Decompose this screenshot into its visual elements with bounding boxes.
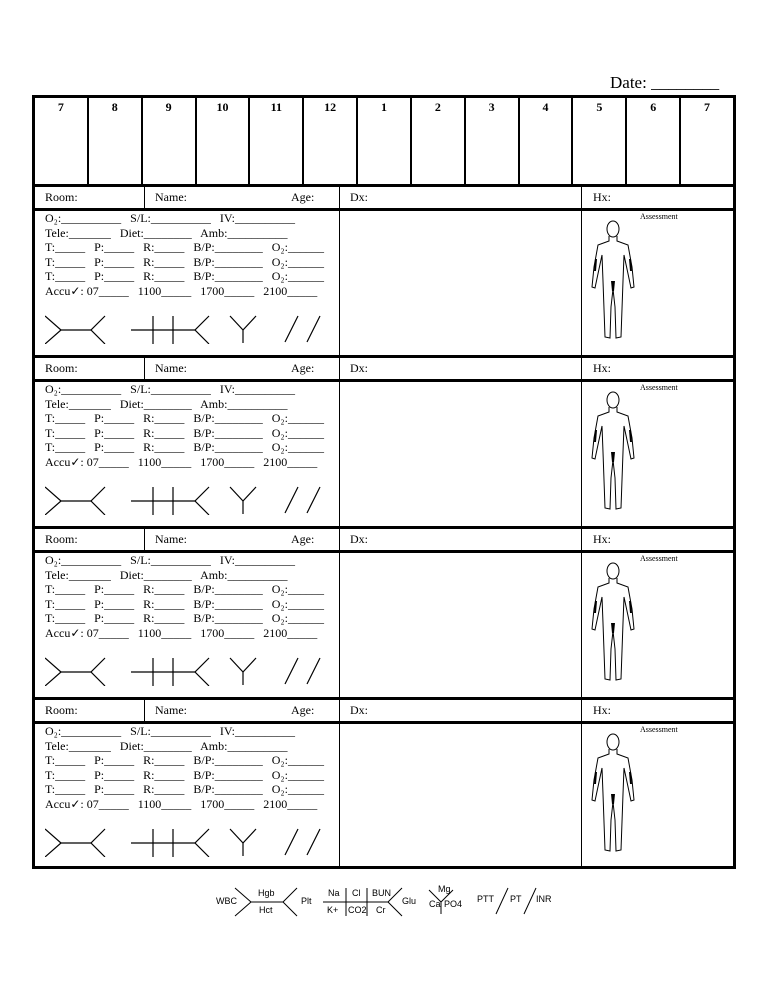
lab-legend (216, 884, 556, 918)
hct-label: Hct (259, 905, 273, 915)
po4-label: PO4 (444, 899, 463, 909)
accu-check-line[interactable]: Accu✓: 07_____ 1100_____ 1700_____ 2100_____ (45, 796, 318, 811)
dx-field[interactable]: Dx: (350, 532, 368, 546)
mg-label: Mg (438, 884, 451, 894)
vitals-line[interactable]: T:_____ P:_____ R:_____ B/P:________ O₂:______ (45, 611, 324, 625)
tele-diet-amb-line[interactable]: Tele:_______ Diet:________ Amb:__________ (45, 225, 288, 240)
glu-label: Glu (402, 896, 417, 906)
divider (339, 358, 340, 379)
divider (581, 211, 582, 355)
divider (581, 382, 582, 526)
vitals-line[interactable]: T:_____ P:_____ R:_____ B/P:________ O₂:______ (45, 411, 324, 425)
room-field[interactable]: Room: (45, 703, 78, 717)
vitals-line[interactable]: T:_____ P:_____ R:_____ B/P:________ O₂:______ (45, 782, 324, 796)
hx-field[interactable]: Hx: (593, 703, 611, 717)
vitals-line[interactable]: T:_____ P:_____ R:_____ B/P:________ O₂:______ (45, 425, 324, 440)
body-figure-icon[interactable] (588, 732, 638, 856)
patient-header (35, 529, 733, 553)
room-field[interactable]: Room: (45, 361, 78, 375)
divider (581, 700, 582, 721)
bun-label: BUN (372, 888, 392, 898)
divider (339, 529, 340, 550)
vitals-line[interactable]: T:_____ P:_____ R:_____ B/P:________ O₂:______ (45, 240, 324, 254)
divider (339, 700, 340, 721)
hour-column[interactable]: 12 (304, 98, 358, 184)
tele-diet-amb-line[interactable]: Tele:_______ Diet:________ Amb:__________ (45, 396, 288, 411)
age-field[interactable]: Age: (291, 361, 315, 375)
vitals-line[interactable]: T:_____ P:_____ R:_____ B/P:________ O₂:______ (45, 582, 324, 596)
tele-diet-amb-line[interactable]: Tele:_______ Diet:________ Amb:__________ (45, 738, 288, 753)
name-field[interactable]: Name: (155, 532, 187, 546)
age-field[interactable]: Age: (291, 190, 315, 204)
hour-column[interactable]: 1 (358, 98, 412, 184)
hour-column[interactable]: 7 (35, 98, 89, 184)
body-figure-icon[interactable] (588, 219, 638, 343)
date-field[interactable]: Date: ________ (610, 73, 720, 92)
room-field[interactable]: Room: (45, 532, 78, 546)
divider (339, 553, 340, 697)
wbc-label: WBC (216, 896, 237, 906)
divider (144, 358, 145, 379)
patient-block (35, 529, 733, 700)
assessment-label: Assessment (640, 554, 678, 563)
k-label: K+ (327, 905, 339, 915)
body-figure-icon[interactable] (588, 561, 638, 685)
age-field[interactable]: Age: (291, 532, 315, 546)
divider (144, 529, 145, 550)
hour-column[interactable]: 7 (704, 100, 711, 114)
ptt-label: PTT (477, 894, 494, 904)
hour-column[interactable]: 8 (89, 98, 143, 184)
ca-label: Ca (429, 899, 441, 909)
patient-header (35, 700, 733, 724)
lab-fishbone-diagrams[interactable] (45, 312, 335, 344)
divider (581, 553, 582, 697)
pt-label: PT (510, 894, 522, 904)
assessment-label: Assessment (640, 383, 678, 392)
hour-column[interactable]: 5 (573, 98, 627, 184)
assessment-label: Assessment (640, 212, 678, 221)
divider (144, 700, 145, 721)
report-sheet (32, 95, 736, 869)
patient-body (35, 724, 733, 868)
patient-body (35, 382, 733, 526)
hgb-label: Hgb (258, 888, 275, 898)
name-field[interactable]: Name: (155, 361, 187, 375)
o2-sl-iv-line[interactable]: O₂:__________ S/L:__________ IV:__________ (45, 553, 295, 567)
hour-column[interactable]: 9 (143, 98, 197, 184)
vitals-line[interactable]: T:_____ P:_____ R:_____ B/P:________ O₂:______ (45, 269, 324, 283)
accu-check-line[interactable]: Accu✓: 07_____ 1100_____ 1700_____ 2100_____ (45, 625, 318, 640)
o2-sl-iv-line[interactable]: O₂:__________ S/L:__________ IV:__________ (45, 382, 295, 396)
divider (144, 187, 145, 208)
patient-block (35, 358, 733, 529)
divider (581, 358, 582, 379)
patient-body (35, 211, 733, 355)
plt-label: Plt (301, 896, 312, 906)
co2-label: CO2 (348, 905, 367, 915)
vitals-line[interactable]: T:_____ P:_____ R:_____ B/P:________ O₂:______ (45, 753, 324, 767)
vitals-line[interactable]: T:_____ P:_____ R:_____ B/P:________ O₂:______ (45, 254, 324, 269)
divider (339, 724, 340, 868)
hour-column[interactable]: 6 (627, 98, 681, 184)
lab-fishbone-diagrams[interactable] (45, 825, 335, 857)
o2-sl-iv-line[interactable]: O₂:__________ S/L:__________ IV:__________ (45, 211, 295, 225)
name-field[interactable]: Name: (155, 190, 187, 204)
lab-fishbone-diagrams[interactable] (45, 483, 335, 515)
hx-field[interactable]: Hx: (593, 190, 611, 204)
hour-column[interactable]: 2 (412, 98, 466, 184)
o2-sl-iv-line[interactable]: O₂:__________ S/L:__________ IV:__________ (45, 724, 295, 738)
hour-column[interactable]: 11 (250, 98, 304, 184)
patient-block (35, 187, 733, 358)
body-figure-icon[interactable] (588, 390, 638, 514)
cl-label: Cl (352, 888, 361, 898)
age-field[interactable]: Age: (291, 703, 315, 717)
cr-label: Cr (376, 905, 386, 915)
name-field[interactable]: Name: (155, 703, 187, 717)
assessment-label: Assessment (640, 725, 678, 734)
hx-field[interactable]: Hx: (593, 532, 611, 546)
vitals-line[interactable]: T:_____ P:_____ R:_____ B/P:________ O₂:______ (45, 440, 324, 454)
dx-field[interactable]: Dx: (350, 361, 368, 375)
hour-column[interactable]: 4 (520, 98, 574, 184)
patient-body (35, 553, 733, 697)
hour-column[interactable]: 10 (197, 98, 251, 184)
hx-field[interactable]: Hx: (593, 361, 611, 375)
divider (339, 187, 340, 208)
hour-column[interactable]: 3 (466, 98, 520, 184)
accu-check-line[interactable]: Accu✓: 07_____ 1100_____ 1700_____ 2100_____ (45, 283, 318, 298)
room-field[interactable]: Room: (45, 190, 78, 204)
divider (339, 382, 340, 526)
inr-label: INR (536, 894, 552, 904)
patient-block (35, 700, 733, 871)
patient-header (35, 358, 733, 382)
divider (581, 187, 582, 208)
hour-row (35, 98, 733, 184)
divider (581, 529, 582, 550)
accu-check-line[interactable]: Accu✓: 07_____ 1100_____ 1700_____ 2100_____ (45, 454, 318, 469)
patient-header (35, 187, 733, 211)
dx-field[interactable]: Dx: (350, 703, 368, 717)
divider (339, 211, 340, 355)
vitals-line[interactable]: T:_____ P:_____ R:_____ B/P:________ O₂:______ (45, 767, 324, 782)
divider (581, 724, 582, 868)
dx-field[interactable]: Dx: (350, 190, 368, 204)
lab-fishbone-diagrams[interactable] (45, 654, 335, 686)
vitals-line[interactable]: T:_____ P:_____ R:_____ B/P:________ O₂:______ (45, 596, 324, 611)
tele-diet-amb-line[interactable]: Tele:_______ Diet:________ Amb:__________ (45, 567, 288, 582)
na-label: Na (328, 888, 340, 898)
